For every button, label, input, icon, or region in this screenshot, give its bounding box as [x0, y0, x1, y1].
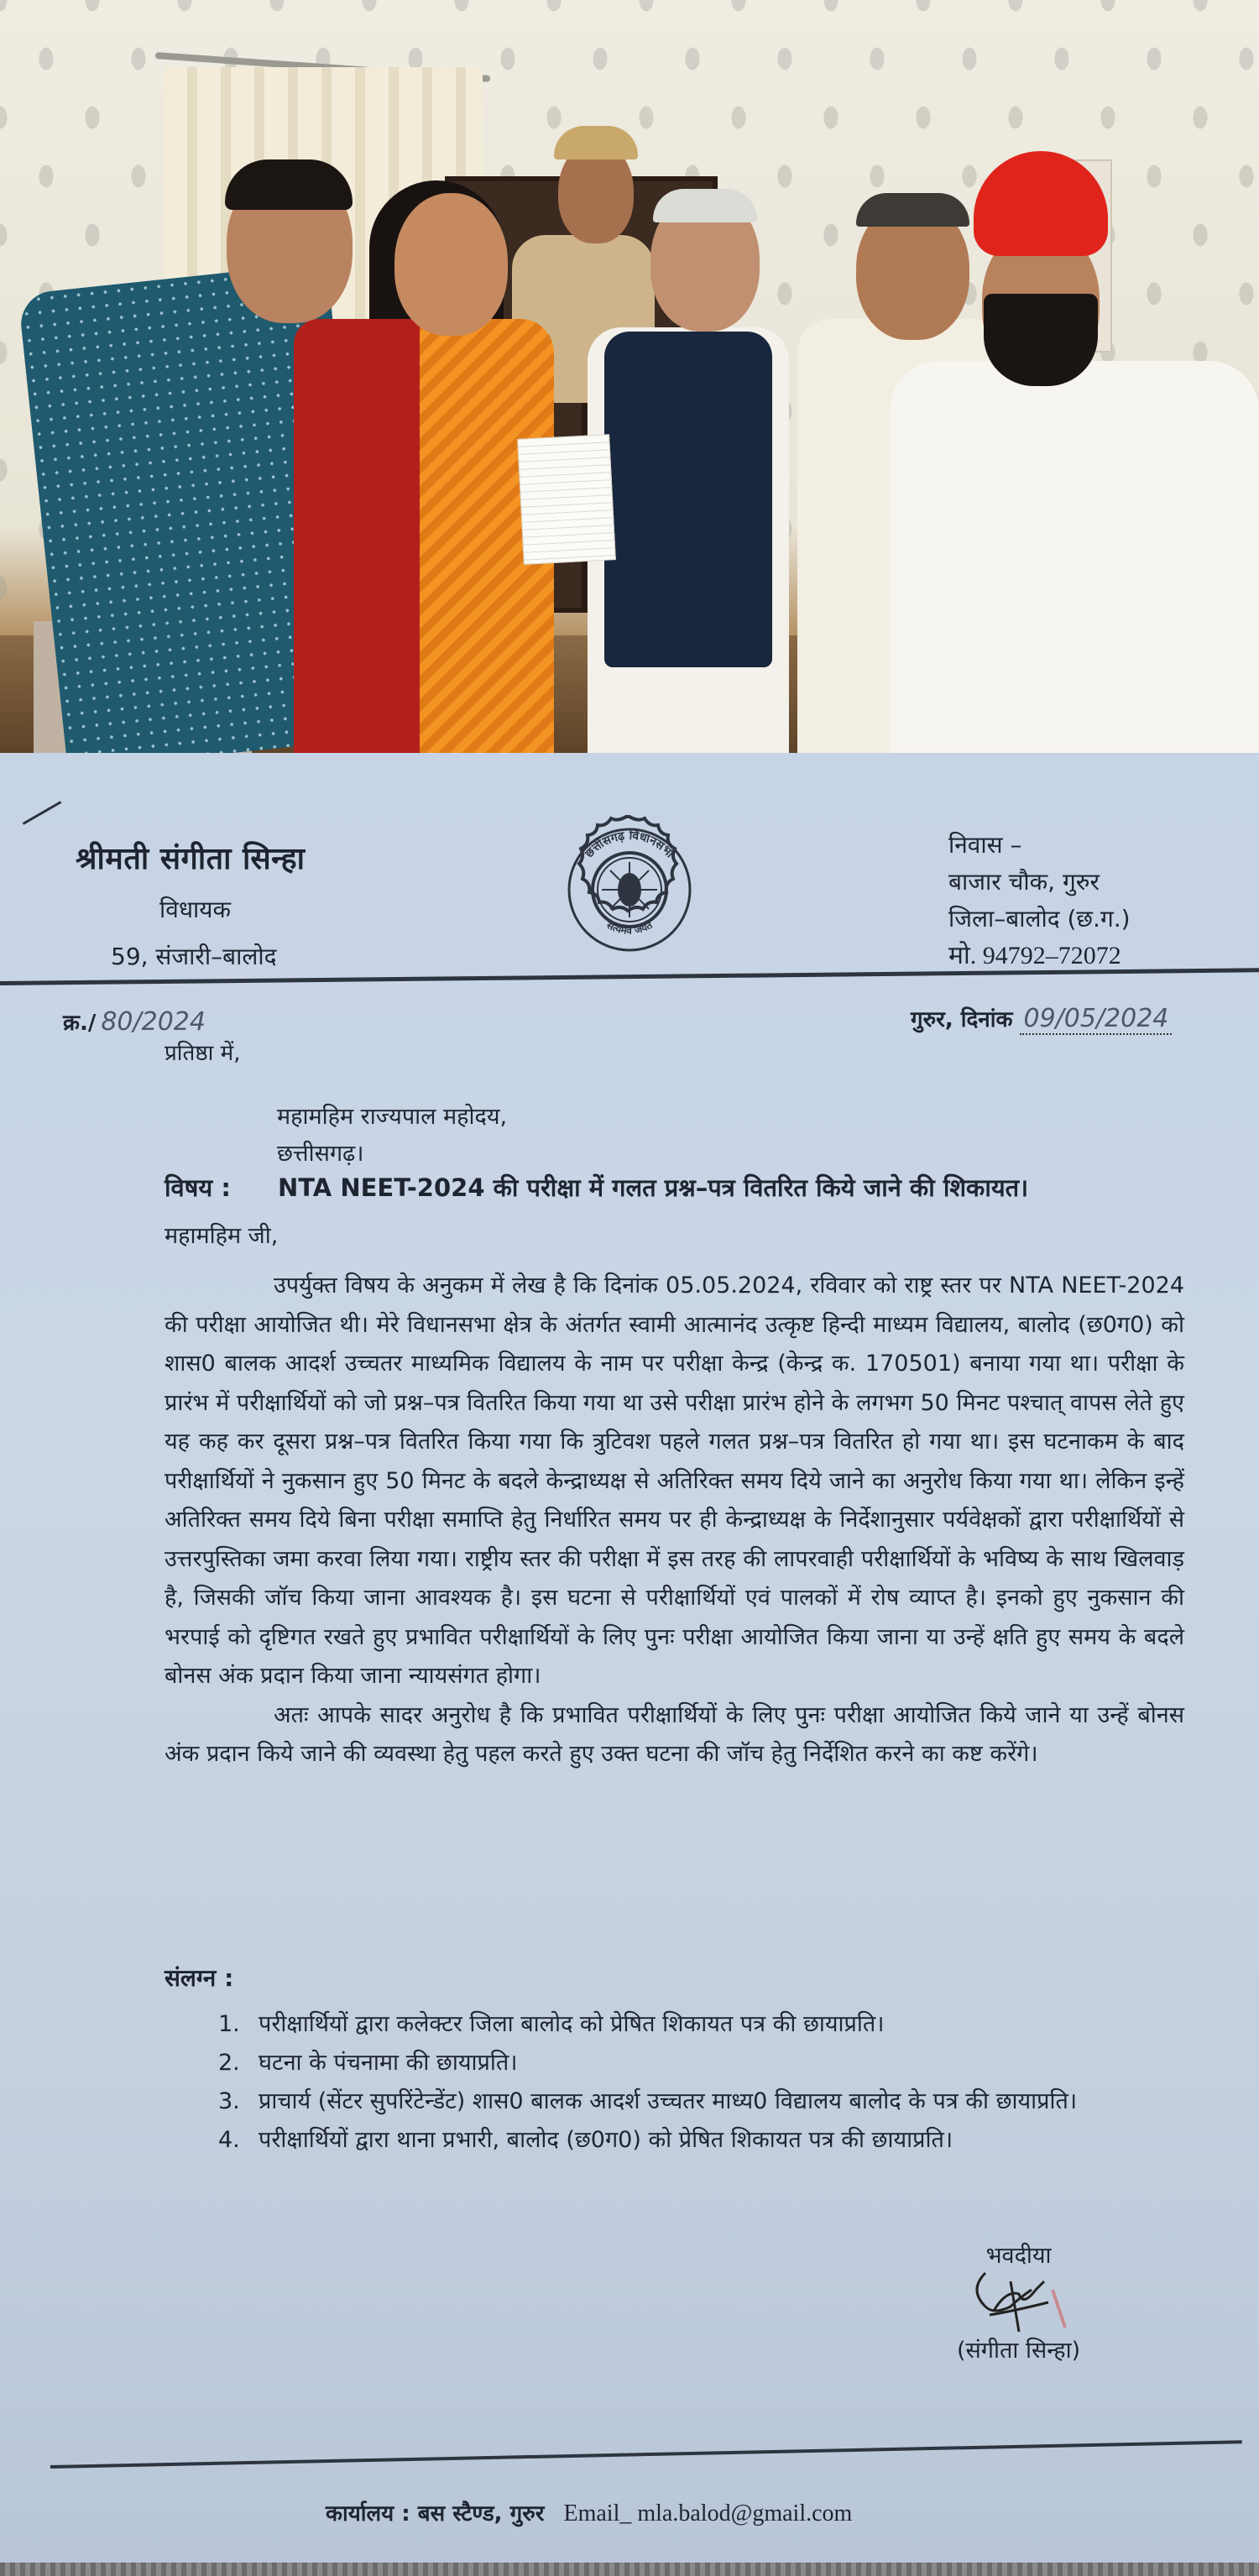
body-paragraph-2: अतः आपके सादर अनुरोध है कि प्रभावित परीक्षार्थियों के लिए पुनः परीक्षा आयोजित किये जाने या उन्हें बोनस अंक प्रदान किये जाने की व्यवस्था हेतु पहल करते हुए उक्त घटना की जॉच हेतु निर्देशित करने का कष्ट करेंगे। — [165, 1701, 1184, 1767]
date-value: 09/05/2024 — [1023, 1004, 1169, 1033]
subject-label: विषय : — [165, 1173, 231, 1202]
enclosures-label: संलग्न : — [165, 1964, 234, 1992]
letterhead-sender — [76, 837, 305, 972]
date-place-label: गुरुर, दिनांक — [911, 1007, 1013, 1032]
sender-name: श्रीमती संगीता सिन्हा — [76, 842, 306, 876]
reference-value: 80/2024 — [101, 1007, 206, 1037]
complaint-letter — [0, 753, 1259, 2576]
signer-name: (संगीता सिन्हा) — [957, 2338, 1081, 2364]
table-surface — [0, 2563, 1259, 2576]
news-photo — [0, 0, 1259, 753]
residence-address-line1: बाजार चौक, गुरुर — [948, 868, 1100, 896]
body-paragraph-1: उपर्युक्त विषय के अनुकम में लेख है कि दिनांक 05.05.2024, रविवार को राष्ट्र स्तर पर NTA NEET-2024 की परीक्षा आयोजित थी। मेरे विधानसभा क्षेत्र के अंतर्गत स्वामी आत्मानंद उत्कृष्ट हिन्दी माध्यम विद्यालय, बालोद (छ0ग0) को शास0 बालक आदर्श उच्चतर माध्यमिक विद्यालय के नाम पर परीक्षा केन्द्र (केन्द्र क. 170501) बनाया गया था। परीक्षा के प्रारंभ में परीक्षार्थियों को जो प्रश्न–पत्र वितरित किया गया था उसे परीक्षा प्रारंभ होने के लगभग 50 मिनट पश्चात् वापस लेते हुए यह कह कर दूसरा प्रश्न–पत्र वितरित किया गया कि त्रुटिवश पहले गलत प्रश्न–पत्र वितरित हो गया था। इस घटनाकम के बाद परीक्षार्थियों ने नुकसान हुए 50 मिनट के बदले केन्द्राध्यक्ष से अतिरिक्त समय दिये जाने का अनुरोध किया गया था। लेकिन इन्हें अतिरिक्त समय दिये बिना परीक्षा समाप्ति हेतु निर्धारित समय पर ही केन्द्राध्यक्ष के निर्देशानुसार पर्यवेक्षकों द्वारा परीक्षार्थियों से उत्तरपुस्तिका जमा करवा लिया गया। राष्ट्रीय स्तर की परीक्षा में इस तरह की लापरवाही परीक्षार्थियों के भविष्य के साथ खिलवाड़ है, जिसकी जॉच किया जाना आवश्यक है। इस घटना से परीक्षार्थियों एवं पालकों में रोष व्याप्त है। इनको हुए नुकसान की भरपाई को दृष्टिगत रखते हुए प्रभावित परीक्षार्थियों के लिए पुनः परीक्षा आयोजित किया जाना या उन्हें क्षति हुए समय के बदले बोनस अंक प्रदान किया जाना न्यायसंगत होगा। — [165, 1272, 1184, 1689]
greeting: महामहिम जी, — [165, 1223, 279, 1249]
subject-text: NTA NEET-2024 की परीक्षा में गलत प्रश्न–पत्र वितरित किये जाने की शिकायत। — [278, 1173, 1029, 1202]
sender-title: विधायक — [159, 896, 232, 923]
addressee-line1: महामहिम राज्यपाल महोदय, — [277, 1104, 508, 1130]
reference-number — [63, 1006, 206, 1037]
letterhead-residence — [948, 827, 1131, 974]
addressee-line2: छत्तीसगढ़। — [277, 1141, 364, 1167]
svg-text:सत्यमेव जयते: सत्यमेव जयते — [604, 918, 655, 937]
letter-body — [165, 1267, 1184, 1774]
enclosure-item: 1. परीक्षार्थियों द्वारा कलेक्टर जिला बालोद को प्रेषित शिकायत पत्र की छायाप्रति। — [218, 2011, 885, 2037]
subject-line — [165, 1171, 1028, 1204]
enclosure-item: 3. प्राचार्य (सेंटर सुपरिंटेन्डेंट) शास0 बालक आदर्श उच्चतर माध्य0 विद्यालय बालोद के पत्र की छायाप्रति। — [218, 2088, 1078, 2114]
sender-constituency: 59, संजारी–बालोद — [111, 943, 277, 970]
residence-mobile: मो. 94792–72072 — [948, 942, 1121, 969]
pen-mark — [23, 801, 62, 825]
enclosure-item: 2. घटना के पंचनामा की छायाप्रति। — [218, 2050, 518, 2076]
email-label: Email_ — [563, 2500, 632, 2526]
salutation-to: प्रतिष्ठा में, — [165, 1041, 241, 1066]
addressee — [277, 1099, 507, 1173]
enclosures-list — [218, 2005, 1192, 2160]
enclosure-item: 4. परीक्षार्थियों द्वारा थाना प्रभारी, बालोद (छ0ग0) को प्रेषित शिकायत पत्र की छायाप्रति। — [218, 2127, 953, 2153]
letter-footer — [326, 2497, 852, 2527]
letter-date — [911, 1003, 1172, 1035]
police-cap-icon — [554, 126, 638, 159]
presented-letter — [517, 434, 616, 565]
signature-block — [957, 2239, 1080, 2364]
residence-label: निवास – — [948, 831, 1022, 859]
footer-divider — [50, 2440, 1242, 2469]
svg-text:छत्तीसगढ़ विधानसभा: छत्तीसगढ़ विधानसभा — [582, 828, 677, 861]
closing: भवदीया — [985, 2243, 1052, 2269]
signature-icon — [960, 2265, 1078, 2340]
email-address[interactable]: mla.balod@gmail.com — [637, 2500, 853, 2526]
assembly-seal-icon — [550, 810, 709, 969]
reference-prefix: क्र./ — [63, 1011, 97, 1036]
residence-address-line2: जिला–बालोद (छ.ग.) — [948, 905, 1131, 933]
office-address: कार्यालय : बस स्टैण्ड, गुरुर — [326, 2501, 545, 2526]
